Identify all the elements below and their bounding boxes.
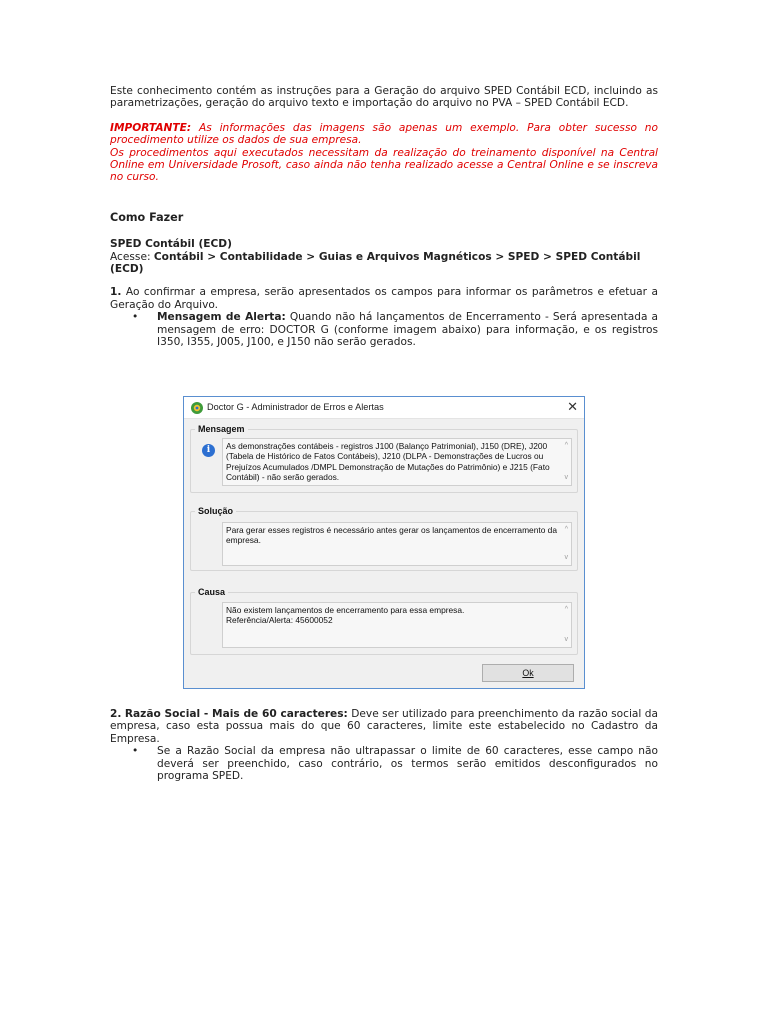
solucao-group (190, 506, 578, 571)
solucao-label: Solução (195, 506, 236, 516)
bullet-text: Quando não há lançamentos de Encerramento - Será apresentada a mensagem de erro: DOCTOR G (conforme imagem abaixo) para informação, e os registros I350, I355, J005, J100, e J150 não serão gerados. (157, 311, 659, 349)
solucao-text: Para gerar esses registros é necessário antes gerar os lançamentos de encerramento da empresa. (226, 525, 557, 546)
doctor-g-app-icon (190, 401, 204, 415)
dialog-title: Doctor G - Administrador de Erros e Alertas (207, 402, 384, 412)
scroll-up-icon[interactable]: ^ (564, 526, 568, 533)
scroll-up-icon[interactable]: ^ (564, 606, 568, 613)
access-prefix: Acesse: (110, 250, 151, 263)
mensagem-textbox[interactable] (222, 438, 572, 486)
scroll-up-icon[interactable]: ^ (564, 442, 568, 449)
mensagem-label: Mensagem (195, 424, 248, 434)
causa-line-2: Referência/Alerta: 45600052 (226, 615, 333, 626)
bullet-label: Mensagem de Alerta: (157, 311, 286, 324)
document-body (110, 85, 658, 349)
step-2-label: Razão Social - Mais de 60 caracteres: (124, 708, 348, 720)
dialog-titlebar (184, 397, 584, 419)
list-item (132, 311, 659, 349)
doctor-g-dialog (183, 396, 585, 689)
step-1-bullets (110, 311, 658, 348)
scroll-down-icon[interactable]: v (564, 474, 568, 481)
important-text-1: As informações das imagens são apenas um exemplo. Para obter sucesso no procedimento utilize os dados de sua empresa. (110, 121, 659, 147)
step-1-number: 1. (110, 286, 122, 299)
scroll-down-icon[interactable]: v (564, 636, 568, 643)
step-2 (110, 708, 658, 745)
mensagem-group (190, 424, 578, 493)
step-1 (110, 286, 658, 311)
causa-textbox[interactable] (222, 602, 572, 648)
step-2-text: Deve ser utilizado para preenchimento da razão social da empresa, caso esta possua mais do que 60 caracteres, limite este estabelecido no Cadastro da Empresa. (110, 708, 658, 745)
causa-line-1: Não existem lançamentos de encerramento para essa empresa. (226, 605, 465, 615)
important-text-2: Os procedimentos aqui executados necessitam da realização do treinamento disponível na Central Online em Universidade Prosoft, caso ainda não tenha realizado acesse a Central Online e se inscreva no curso. (110, 146, 658, 184)
step-1-text: Ao confirmar a empresa, serão apresentados os campos para informar os parâmetros e efetuar a Geração do Arquivo. (110, 286, 658, 311)
causa-group (190, 587, 578, 655)
mensagem-text: As demonstrações contábeis - registros J100 (Balanço Patrimonial), J150 (DRE), J200 (Tabela de Histórico de Fatos Contábeis), J210 (DLPA - Demonstrações de Lucros ou Prejuízos Acumulados /DMPL Demonstração de Mutações do Patrimônio) e J215 (Fato Contábil) - não serão gerados. (226, 441, 550, 483)
causa-label: Causa (195, 587, 228, 597)
bullet-icon: • (132, 311, 139, 324)
section-title: SPED Contábil (ECD) (110, 238, 232, 251)
access-path (110, 251, 658, 276)
important-label: IMPORTANTE: (110, 121, 192, 134)
important-notice (110, 122, 658, 184)
info-icon: i (202, 444, 215, 457)
intro-paragraph: Este conhecimento contém as instruções para a Geração do arquivo SPED Contábil ECD, incluindo as parametrizações, geração do arquivo texto e importação do arquivo no PVA – SPED Contábil ECD. (110, 85, 658, 110)
step-2-bullets (110, 745, 658, 782)
scroll-down-icon[interactable]: v (564, 554, 568, 561)
close-icon[interactable]: ✕ (567, 399, 578, 414)
bullet-icon: • (132, 745, 139, 758)
bullet-text: Se a Razão Social da empresa não ultrapassar o limite de 60 caracteres, esse campo não deverá ser preenchido, caso contrário, os termos serão emitidos desconfigurados no programa SPED. (157, 745, 658, 783)
step-2-number: 2. (110, 708, 122, 720)
solucao-textbox[interactable] (222, 522, 572, 566)
access-menu-path: Contábil > Contabilidade > Guias e Arquivos Magnéticos > SPED > SPED Contábil (ECD) (110, 250, 641, 276)
como-fazer-heading: Como Fazer (110, 210, 184, 224)
document-body-continued (110, 708, 658, 782)
ok-button[interactable]: Ok (482, 664, 574, 682)
list-item (132, 745, 658, 783)
